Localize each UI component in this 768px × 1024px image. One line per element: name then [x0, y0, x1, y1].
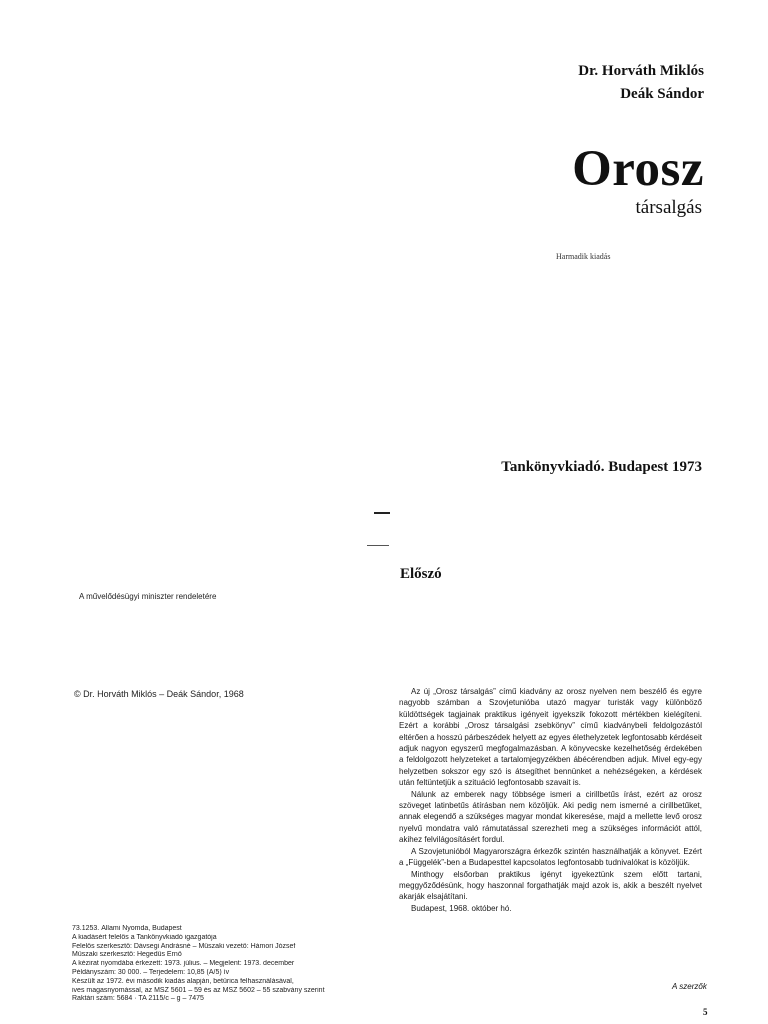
preface-signature: A szerzők [672, 982, 707, 991]
decree-note: A művelődésügyi miniszter rendeletére [79, 592, 217, 601]
book-title: Orosz [572, 141, 704, 197]
separator-dash [374, 512, 390, 514]
imprint-line: ives magasnyomással, az MSZ 5601 – 59 és az MSZ 5602 – 55 szabvány szerint [72, 986, 325, 994]
imprint-line: A kézirat nyomdába érkezett: 1973. július. – Megjelent: 1973. december [72, 960, 295, 968]
preface-date: Budapest, 1968. október hó. [411, 903, 512, 913]
author-name: Dr. Horváth Miklós [578, 63, 704, 79]
preface-heading: Előszó [400, 566, 442, 582]
copyright-notice: © Dr. Horváth Miklós – Deák Sándor, 1968 [74, 689, 244, 699]
book-subtitle: társalgás [635, 197, 702, 218]
preface-paragraph: Minthogy elsőorban praktikus igényt igyekeztünk szem előtt tartani, meggyőződésünk, hogy haszonnal forgathatják majd azok is, akik a beszélt nyelvet akarják elsajátítani. [399, 869, 702, 902]
imprint-line: Készült az 1972. évi második kiadás alapján, betűrica felhasználásával, [72, 977, 294, 985]
imprint-line: Példányszám: 30 000. – Terjedelem: 10,85 (A/5) ív [72, 968, 230, 976]
separator-dash [367, 545, 389, 546]
imprint-line: A kiadásért felelős a Tankönyvkiadó igazgatója [72, 933, 217, 941]
preface-body [399, 686, 702, 914]
preface-paragraph: A Szovjetunióból Magyarországra érkezők szintén használhatják a könyvet. Ezért a „Függelék”-ben a Budapesttel kapcsolatos legfontosabb tudnivalókat is közöljük. [399, 846, 702, 868]
page-number: 5 [703, 1007, 708, 1017]
preface-paragraph: Az új „Orosz társalgás” című kiadvány az orosz nyelven nem beszélő és egyre nagyobb számban a Szovjetunióba utazó magyar turisták vagy különböző küldöttségek tagjainak praktikus igényeit igyekszik fokozott mértékben kielégíteni. Ezért a korábbi „Orosz társalgási zsebkönyv” című kiadványbeli feldolgozástól eltérően a hosszú párbeszédek helyett az egyes élethelyzetek legfontosabb kérdéseit adjuk nagyon egyszerű megfogalmazásban. A könyvecske kezelhetőség érdekében a feldolgozott helyzeteket a tartalomjegyzékben ábécérendben adjuk. Mivel egy-egy helyzetben sokszor egy szó is átsegíthet bennünket a nehézségeken, a kérdések után feltüntetjük a szituáció legfontosabb szavait is. [399, 687, 702, 788]
imprint-line: Raktári szám: 5684 · TA 2115/c – g – 7475 [72, 995, 204, 1003]
author-name: Deák Sándor [620, 86, 704, 102]
publisher-line: Tankönyvkiadó. Budapest 1973 [501, 459, 702, 475]
edition-note: Harmadik kiadás [556, 252, 611, 261]
preface-paragraph: Nálunk az emberek nagy többsége ismeri a cirillbetűs írást, ezért az orosz szöveget latinbetűs átírásban nem közöljük. Aki pedig nem ismerné a cirillbetűket, annak elegendő a szükséges magyar mondat kikeresése, majd a mellette levő orosz nyelvű mondatra való rámutatással szerezheti meg a szükséges információt attól, akihez felvilágosításért fordul. [399, 789, 702, 845]
authors-block [578, 60, 704, 106]
imprint-line: 73.1253. Állami Nyomda, Budapest [72, 925, 182, 932]
imprint-line: Felelős szerkesztő: Dávsegi Andrásné – Műszaki vezető: Hámori József [72, 942, 296, 950]
imprint-block [72, 925, 372, 1004]
imprint-line: Műszaki szerkesztő: Hegedűs Ernő [72, 951, 182, 959]
